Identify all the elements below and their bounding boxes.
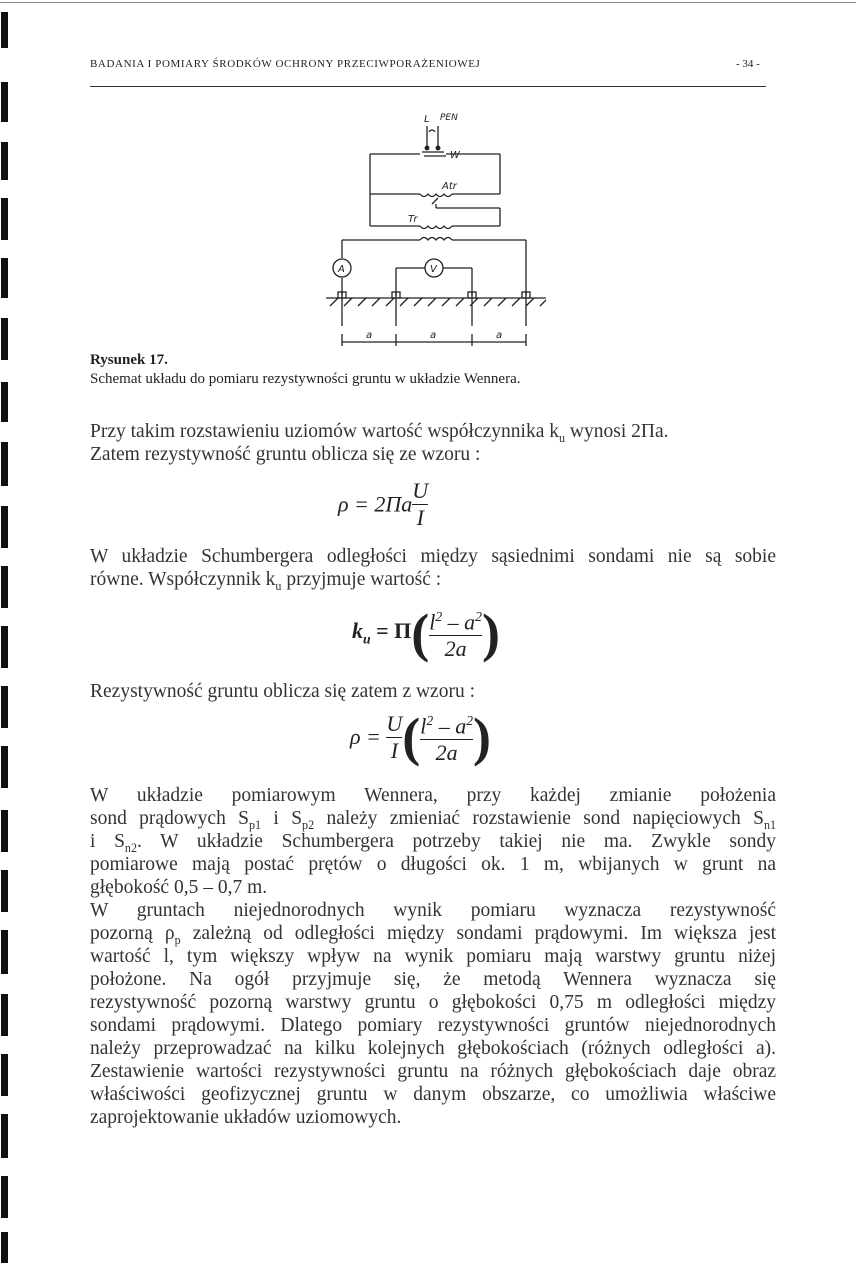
voltmeter-label: V bbox=[430, 264, 437, 275]
paragraph-5-line-10: zaprojektowanie układów uziomowych. bbox=[90, 1107, 402, 1128]
paragraph-4-line-4: pomiarowe mają postać prętów o długości ok. 1 m, wbijanych w grunt na bbox=[90, 854, 776, 875]
page-top-rule bbox=[0, 2, 856, 3]
label-W: W bbox=[450, 150, 460, 161]
formula-rho-schlumberger: ρ = $\frac{U}{I}$ ( $\frac{l^2 - a^2}{2a}$ ) bbox=[350, 707, 492, 768]
paragraph-5-line-5: rezystywność pozorną warstwy gruntu o głębokości 0,75 m odległości między bbox=[90, 992, 776, 1013]
paragraph-4-line-2: sond prądowych $S_{p1}$ i $S_{p2}$ należy zmieniać rozstawienie sond napięciowych $S_{n1}$ bbox=[90, 808, 777, 832]
formula-ku-schlumberger: $k_u = \Pi$( $\frac{l^2 - a^2}{2a}$ ) bbox=[352, 603, 500, 664]
paragraph-5-line-6: sondami prądowymi. Dlatego pomiary rezystywności gruntów niejednorodnych bbox=[90, 1015, 776, 1036]
figure-caption-label: Rysunek 17. bbox=[90, 352, 168, 368]
paragraph-1-line-2: Zatem rezystywność gruntu oblicza się ze wzoru : bbox=[90, 444, 481, 465]
header-rule bbox=[90, 86, 766, 87]
wenner-circuit-diagram bbox=[320, 108, 550, 348]
distance-label-3: a bbox=[496, 330, 503, 341]
paragraph-5-line-4: położone. Na ogół przyjmuje się, że metodą Wennera wyznacza się bbox=[90, 969, 776, 990]
label-Atr: Atr bbox=[442, 181, 457, 192]
paragraph-5-line-7: należy przeprowadzać na kilku kolejnych głębokościach (różnych odległości a). bbox=[90, 1038, 776, 1059]
paragraph-2-line-2: równe. Współczynnik $k_u$ przyjmuje wartość : bbox=[90, 569, 442, 593]
paragraph-5-line-3: wartość l, tym większy wpływ na wynik pomiaru mają warstwy gruntu niżej bbox=[90, 946, 776, 967]
paragraph-4-line-1: W układzie pomiarowym Wennera, przy każdej zmianie położenia bbox=[90, 785, 776, 806]
formula-rho-wenner: ρ = 2Πa $\frac{U}{I}$ bbox=[338, 478, 429, 530]
label-PEN: PEN bbox=[440, 113, 458, 123]
figure-caption-text: Schemat układu do pomiaru rezystywności gruntu w układzie Wennera. bbox=[90, 371, 521, 387]
paragraph-3-line-1: Rezystywność gruntu oblicza się zatem z wzoru : bbox=[90, 681, 476, 702]
page-number: - 34 - bbox=[736, 58, 760, 70]
running-header-title: BADANIA I POMIARY ŚRODKÓW OCHRONY PRZECIWPORAŻENIOWEJ bbox=[90, 58, 481, 70]
paragraph-5-line-9: właściwości geofizycznej gruntu w danym obszarze, co umożliwia właściwe bbox=[90, 1084, 776, 1105]
paragraph-4-line-3: i $S_{n2}$. W układzie Schumbergera potrzeby takiej nie ma. Zwykle sondy bbox=[90, 831, 776, 855]
paragraph-2-line-1: W układzie Schumbergera odległości między sąsiednimi sondami nie są sobie bbox=[90, 546, 776, 567]
label-L: L bbox=[424, 114, 430, 125]
paragraph-4-line-5: głębokość 0,5 – 0,7 m. bbox=[90, 877, 268, 898]
paragraph-1-line-1: Przy takim rozstawieniu uziomów wartość współczynnika $k_u$ wynosi 2Πa. bbox=[90, 421, 669, 445]
distance-label-1: a bbox=[366, 330, 373, 341]
paragraph-5-line-1: W gruntach niejednorodnych wynik pomiaru wyznacza rezystywność bbox=[90, 900, 776, 921]
label-Tr: Tr bbox=[408, 214, 418, 225]
paragraph-5-line-2: pozorną $\rho_p$ zależną od odległości między sondami prądowymi. Im większa jest bbox=[90, 923, 776, 947]
ammeter-label: A bbox=[338, 264, 345, 275]
paragraph-5-line-8: Zestawienie wartości rezystywności gruntu na różnych głębokościach daje obraz bbox=[90, 1061, 776, 1082]
distance-label-2: a bbox=[430, 330, 437, 341]
